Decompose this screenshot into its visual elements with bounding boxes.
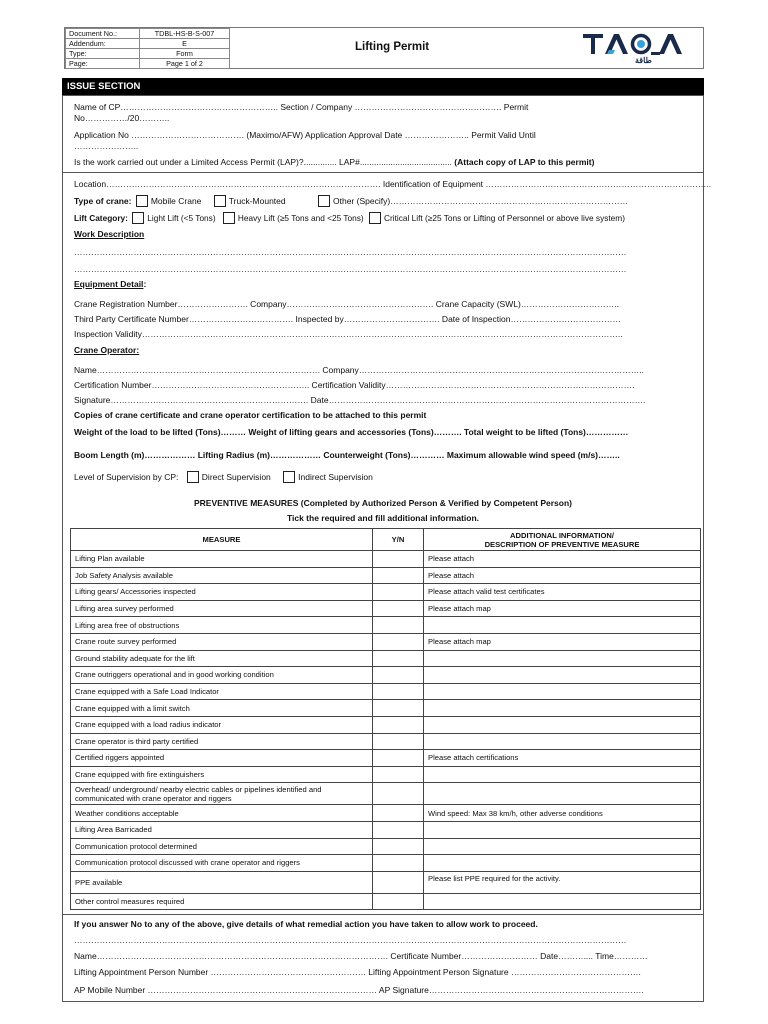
measure-column-header: MEASURE [71, 529, 373, 551]
yn-column-header: Y/N [373, 529, 424, 551]
measure-cell: Weather conditions acceptable [71, 805, 373, 822]
yn-cell[interactable] [373, 783, 424, 805]
info-cell [424, 821, 701, 838]
measure-cell: Crane equipped with fire extinguishers [71, 766, 373, 783]
meta-value: Form [140, 49, 230, 59]
measure-cell: Communication protocol determined [71, 838, 373, 855]
table-row [71, 617, 701, 634]
logo-arabic-text: طاقة [635, 56, 652, 65]
yn-cell[interactable] [373, 617, 424, 634]
info-cell [424, 716, 701, 733]
permit-valid-until-line: ………………….. [74, 141, 139, 151]
meta-value: Page 1 of 2 [140, 59, 230, 69]
crane-type-option: Truck-Mounted [228, 196, 286, 206]
document-title: Lifting Permit [355, 41, 430, 53]
measure-cell: Overhead/ underground/ nearby electric cables or pipelines identified and communicated with crane operator and riggers [71, 783, 373, 805]
meta-value: TDBL-HS-B-S-007 [140, 29, 230, 39]
crane-type-option: Mobile Crane [150, 196, 202, 206]
table-row [71, 716, 701, 733]
table-row [71, 766, 701, 783]
yn-cell[interactable] [373, 716, 424, 733]
info-cell [424, 700, 701, 717]
preventive-measures-subtitle: Tick the required and fill additional information. [286, 513, 480, 523]
equipment-detail-colon: : [143, 279, 147, 289]
work-description-heading: Work Description [74, 229, 145, 239]
table-row [71, 733, 701, 750]
meta-key: Addendum: [66, 39, 140, 49]
measure-cell: Ground stability adequate for the lift [71, 650, 373, 667]
indirect-supervision-checkbox[interactable] [283, 471, 295, 483]
yn-cell[interactable] [373, 551, 424, 568]
ap-mobile-line: AP Mobile Number ……………………………………………………………………… AP Signature…………………………………………………………………. [74, 985, 644, 995]
table-row [71, 838, 701, 855]
info-cell [424, 783, 701, 805]
table-row [71, 893, 701, 910]
operator-certification-line: Certification Number……………………………………………….. Certification Validity……………………………………………………………………………. [74, 380, 635, 390]
table-row [71, 700, 701, 717]
info-cell: Please attach valid test certificates [424, 584, 701, 601]
lift-category-option: Light Lift (<5 Tons) [147, 213, 216, 223]
yn-cell[interactable] [373, 633, 424, 650]
appointment-person-line: Lifting Appointment Person Number ………………………………………………. Lifting Appointment Person Signature ………………………………………. [74, 967, 641, 977]
info-cell: Please attach [424, 567, 701, 584]
lap-question-line [74, 157, 594, 168]
measure-cell: Other control measures required [71, 893, 373, 910]
measure-cell: Lifting gears/ Accessories inspected [71, 584, 373, 601]
table-row [71, 871, 701, 893]
info-cell [424, 855, 701, 872]
measure-cell: Lifting area free of obstructions [71, 617, 373, 634]
table-row [71, 855, 701, 872]
additional-info-column-header [424, 529, 701, 551]
yn-cell[interactable] [373, 855, 424, 872]
supervision-row [74, 471, 373, 483]
info-cell: Please attach map [424, 600, 701, 617]
measure-cell: Crane equipped with a load radius indicator [71, 716, 373, 733]
supervision-option: Direct Supervision [201, 472, 271, 482]
yn-cell[interactable] [373, 650, 424, 667]
remedial-action-line: …………………………………………………………………………………………………………………………………………………………………………… [74, 935, 627, 945]
additional-info-header-line: ADDITIONAL INFORMATION/ [510, 530, 614, 540]
info-cell [424, 733, 701, 750]
light-lift-checkbox[interactable] [132, 212, 144, 224]
lift-category-option: Critical Lift (≥25 Tons or Lifting of Personnel or above live system) [384, 213, 625, 223]
info-cell: Wind speed: Max 38 km/h, other adverse conditions [424, 805, 701, 822]
table-row [71, 600, 701, 617]
yn-cell[interactable] [373, 733, 424, 750]
yn-cell[interactable] [373, 766, 424, 783]
inspection-validity-line: Inspection Validity…………………………………………………………………………………………………………………………………………………….. [74, 329, 623, 339]
yn-cell[interactable] [373, 750, 424, 767]
lift-category-row [74, 212, 625, 224]
document-meta-table [65, 28, 230, 69]
table-row [71, 633, 701, 650]
application-line: Application No …………………………………. (Maximo/AFW) Application Approval Date ………………….. Permit Valid Until [74, 130, 536, 140]
third-party-certificate-line: Third Party Certificate Number………………………………. Inspected by……………………………. Date of Inspection………………………………… [74, 314, 621, 324]
mobile-crane-checkbox[interactable] [136, 195, 148, 207]
table-row [71, 783, 701, 805]
additional-info-header-line: DESCRIPTION OF PREVENTIVE MEASURE [484, 539, 640, 549]
info-cell [424, 617, 701, 634]
copies-attach-note: Copies of crane certificate and crane operator certification to be attached to this permit [74, 410, 427, 420]
yn-cell[interactable] [373, 838, 424, 855]
measure-cell: Crane equipped with a limit switch [71, 700, 373, 717]
yn-cell[interactable] [373, 584, 424, 601]
yn-cell[interactable] [373, 683, 424, 700]
crane-operator-heading: Crane Operator: [74, 345, 140, 355]
table-row [71, 821, 701, 838]
lift-category-option: Heavy Lift (≥5 Tons and <25 Tons) [237, 213, 364, 223]
preventive-measures-title: PREVENTIVE MEASURES (Completed by Authorized Person & Verified by Competent Person) [194, 498, 572, 508]
operator-signature-line: Signature……………………………………………………………. Date…………………………………………………………………………………………………. [74, 395, 646, 405]
boom-length-line: Boom Length (m)……………… Lifting Radius (m)……………… Counterweight (Tons)………… Maximum allowable wind speed (m/s)…….. [74, 450, 620, 460]
table-row [71, 567, 701, 584]
yn-cell[interactable] [373, 871, 424, 893]
info-cell [424, 683, 701, 700]
measure-cell: PPE available [71, 871, 373, 893]
issue-section-heading: ISSUE SECTION [62, 78, 704, 95]
critical-lift-checkbox[interactable] [369, 212, 381, 224]
document-header [64, 27, 704, 69]
table-row [71, 683, 701, 700]
load-weights-line: Weight of the load to be lifted (Tons)……… Weight of lifting gears and accessories (Tons)………. Total weight to be lifted (Tons)…………… [74, 427, 629, 437]
info-cell [424, 766, 701, 783]
measure-cell: Crane operator is third party certified [71, 733, 373, 750]
measure-cell: Crane route survey performed [71, 633, 373, 650]
section-divider [62, 172, 704, 173]
operator-name-line: Name……………………………………………………………………. Company……………………………………………………………………………………….. [74, 365, 644, 375]
yn-cell[interactable] [373, 667, 424, 684]
yn-cell[interactable] [373, 821, 424, 838]
direct-supervision-checkbox[interactable] [187, 471, 199, 483]
lap-attach-note: (Attach copy of LAP to this permit) [454, 157, 595, 167]
yn-cell[interactable] [373, 893, 424, 910]
crane-type-row [74, 195, 628, 207]
lap-question: Is the work carried out under a Limited Access Permit (LAP)?.............. LAP#....................................... [74, 157, 452, 167]
cp-name-line: Name of CP……………………………………………….. Section / Company ……………………………………………. Permit [74, 102, 529, 112]
table-row [71, 650, 701, 667]
remedial-action-instruction: If you answer No to any of the above, give details of what remedial action you have taken to allow work to proceed. [74, 919, 538, 929]
yn-cell[interactable] [373, 600, 424, 617]
measure-cell: Lifting Area Barricaded [71, 821, 373, 838]
yn-cell[interactable] [373, 567, 424, 584]
lift-category-label: Lift Category: [74, 213, 128, 223]
name-certificate-line: Name…………………………………………………………………………………………. Certificate Number……………………… Date……….... Time………… [74, 951, 648, 961]
crane-type-label: Type of crane: [74, 196, 132, 206]
meta-value: E [140, 39, 230, 49]
measure-cell: Job Safety Analysis available [71, 567, 373, 584]
measure-cell: Crane outriggers operational and in good working condition [71, 667, 373, 684]
info-cell [424, 838, 701, 855]
section-divider [62, 914, 704, 915]
crane-type-option: Other (Specify)………………………………………………………………………… [333, 196, 629, 206]
truck-mounted-checkbox[interactable] [214, 195, 226, 207]
taqa-logo [581, 31, 685, 67]
info-cell: Please attach [424, 551, 701, 568]
table-row [71, 584, 701, 601]
location-line: Location……………………………………………………………………………………. Identification of Equipment …………………………………………………………………….. [74, 179, 712, 189]
table-row [71, 750, 701, 767]
other-crane-checkbox[interactable] [318, 195, 330, 207]
measure-cell: Lifting area survey performed [71, 600, 373, 617]
measure-cell: Communication protocol discussed with crane operator and riggers [71, 855, 373, 872]
work-description-line: …………………………………………………………………………………………………………………………………………………………………………… [74, 264, 627, 274]
supervision-option: Indirect Supervision [298, 472, 373, 482]
info-cell [424, 893, 701, 910]
permit-no-line: No……………/20……….. [74, 113, 170, 123]
crane-registration-line: Crane Registration Number……………………. Company……………………………………………. Crane Capacity (SWL)…………………………….. [74, 299, 620, 309]
equipment-detail-title: Equipment Detail [74, 279, 144, 289]
info-cell: Please attach certifications [424, 750, 701, 767]
supervision-label: Level of Supervision by CP: [74, 472, 179, 482]
meta-key: Page: [66, 59, 140, 69]
measure-cell: Certified riggers appointed [71, 750, 373, 767]
info-cell: Please list PPE required for the activity. [424, 871, 701, 893]
measure-cell: Crane equipped with a Safe Load Indicator [71, 683, 373, 700]
meta-key: Document No.: [66, 29, 140, 39]
table-row [71, 667, 701, 684]
info-cell: Please attach map [424, 633, 701, 650]
yn-cell[interactable] [373, 700, 424, 717]
preventive-measures-table [70, 528, 701, 910]
heavy-lift-checkbox[interactable] [223, 212, 235, 224]
measure-cell: Lifting Plan available [71, 551, 373, 568]
equipment-detail-heading [74, 279, 146, 290]
info-cell [424, 650, 701, 667]
info-cell [424, 667, 701, 684]
work-description-line: …………………………………………………………………………………………………………………………………………………………………………… [74, 247, 627, 257]
table-row [71, 805, 701, 822]
table-row [71, 551, 701, 568]
meta-key: Type: [66, 49, 140, 59]
yn-cell[interactable] [373, 805, 424, 822]
